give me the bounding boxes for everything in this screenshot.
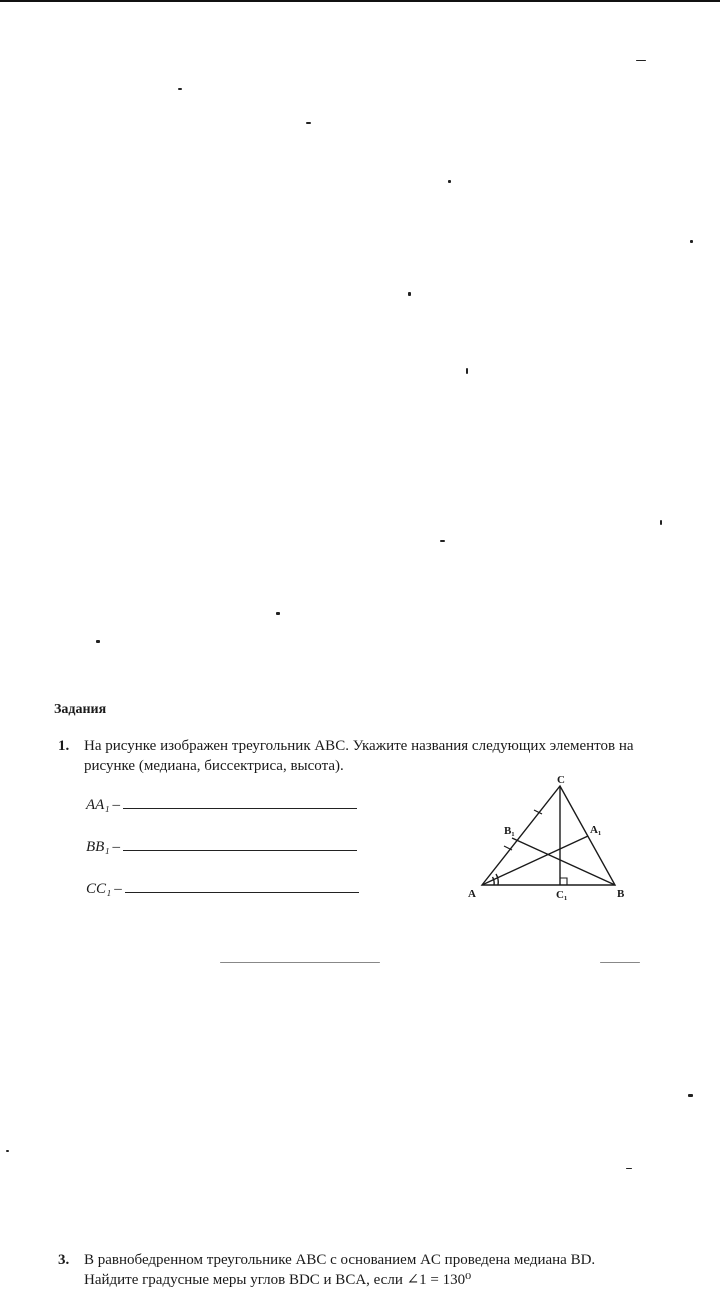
- task-3: [54, 1250, 704, 1290]
- task-text-line: рисунке (медиана, биссектриса, высота).: [84, 758, 344, 774]
- scan-speck: [408, 292, 411, 296]
- answer-dash: –: [112, 797, 121, 813]
- task-text-line: Найдите градусные меры углов BDC и BCA, если ∠1 = 130⁰: [84, 1272, 472, 1288]
- answer-blank-line[interactable]: [123, 838, 357, 851]
- vertex-label-c1: C₁: [556, 889, 568, 901]
- answer-row-cc1: [86, 880, 359, 898]
- answer-row-aa1: [86, 796, 357, 814]
- page-top-edge: [0, 0, 720, 2]
- task-number: 1.: [58, 738, 70, 754]
- scan-speck: [448, 180, 451, 183]
- vertex-label-b1: B₁: [504, 825, 515, 837]
- scan-speck: [626, 1168, 632, 1169]
- scan-speck: [660, 520, 662, 525]
- scan-speck: [440, 540, 445, 542]
- answer-blank-line[interactable]: [123, 796, 357, 809]
- angle-arc-outer: [496, 874, 498, 885]
- scan-speck: [306, 122, 311, 124]
- vertex-label-a: A: [468, 888, 476, 900]
- task-number: 3.: [58, 1252, 70, 1268]
- scan-speck: [690, 240, 693, 243]
- scan-speck: [600, 962, 640, 963]
- answer-dash: –: [114, 881, 122, 897]
- vertex-label-a1: A₁: [590, 824, 602, 836]
- scan-speck: [636, 60, 646, 61]
- scan-speck: [688, 1094, 693, 1097]
- triangle-diagram: [460, 770, 660, 905]
- answer-blank-line[interactable]: [125, 880, 359, 893]
- scan-speck: [6, 1150, 9, 1152]
- scan-speck: [276, 612, 280, 615]
- answer-row-bb1: [86, 838, 357, 856]
- vertex-label-b: B: [617, 888, 625, 900]
- scan-speck: [220, 962, 380, 963]
- triangle-figure: [460, 770, 660, 905]
- scan-speck: [178, 88, 182, 90]
- right-angle-mark: [560, 878, 567, 885]
- answer-label: CC₁: [86, 881, 112, 897]
- vertex-label-c: C: [557, 774, 565, 786]
- task-text-line: На рисунке изображен треугольник ABC. Укажите названия следующих элементов на: [84, 738, 634, 754]
- answer-label: AA₁: [86, 797, 110, 813]
- scan-speck: [96, 640, 100, 643]
- answer-dash: –: [112, 839, 121, 855]
- section-heading: Задания: [54, 702, 107, 717]
- answer-label: BB₁: [86, 839, 110, 855]
- angle-arc-inner: [493, 877, 495, 885]
- task-text-line: В равнобедренном треугольнике ABC с основанием AC проведена медиана BD.: [84, 1252, 596, 1268]
- task-text: [84, 1250, 704, 1290]
- scan-speck: [466, 368, 468, 374]
